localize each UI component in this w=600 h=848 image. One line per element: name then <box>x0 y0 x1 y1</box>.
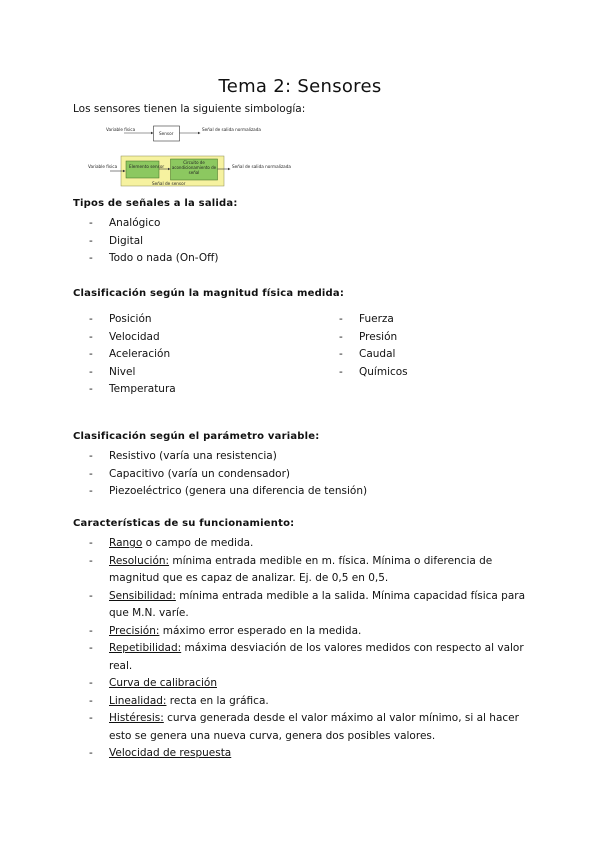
term-text: máximo error esperado en la medida. <box>159 624 362 637</box>
element2-label: Circuito de acondicionamiento de señal <box>171 160 217 175</box>
term-label: Linealidad: <box>109 694 167 707</box>
list-item <box>73 693 543 711</box>
section-tipos <box>73 198 543 268</box>
list-item: - Resistivo (varía una resistencia) <box>73 448 543 466</box>
tipos-heading: Tipos de señales a la salida: <box>73 198 238 209</box>
bottom-output-label: Señal de salida normalizada <box>232 164 291 169</box>
list-item: - Químicos <box>323 364 523 382</box>
term-label: Sensibilidad: <box>109 589 176 602</box>
list-item: - Caudal <box>323 346 523 364</box>
bottom-output-arrowhead <box>228 168 231 170</box>
list-item: - Capacitivo (varía un condensador) <box>73 466 543 484</box>
list-item <box>73 710 543 745</box>
term-text: curva generada desde el valor máximo al valor mínimo, si al hacer esto se genera una nueva curva, genera dos posibles valores. <box>109 712 519 742</box>
list-item <box>73 640 543 675</box>
list-item <box>73 623 543 641</box>
term-label: Velocidad de respuesta <box>109 747 232 759</box>
section-magnitud <box>73 288 543 395</box>
list-item: - Digital <box>73 233 543 251</box>
list-item: - Aceleración <box>73 346 323 364</box>
list-item <box>73 553 543 588</box>
section-caracteristicas <box>73 518 543 763</box>
sensor-diagram-svg <box>86 121 291 191</box>
term-label: Precisión: <box>109 624 160 637</box>
term-text: mínima entrada medible en m. física. Mínima o diferencia de magnitud que es capaz de analizar. Ej. de 0,5 en 0,5. <box>109 554 493 584</box>
top-input-label: Variable física <box>106 127 136 132</box>
list-item: - Fuerza <box>323 311 523 329</box>
term-text: máxima desviación de los valores medidos con respecto al valor real. <box>109 642 524 672</box>
group-label: Señal de sensor <box>152 181 186 186</box>
term-label: Rango <box>109 537 143 549</box>
list-item <box>73 588 543 623</box>
term-label: Histéresis: <box>109 712 164 724</box>
list-item: - Velocidad <box>73 329 323 347</box>
top-block-label: Sensor <box>159 131 174 136</box>
parametro-heading: Clasificación según el parámetro variable: <box>73 431 320 442</box>
element2-wrap <box>171 160 217 180</box>
tipos-list <box>73 215 543 268</box>
list-item: - Todo o nada (On-Off) <box>73 250 543 268</box>
parametro-list <box>73 448 543 501</box>
magnitud-right-list <box>323 311 523 381</box>
bottom-input-label: Variable física <box>88 164 118 169</box>
list-item <box>73 675 543 693</box>
intro-text: Los sensores tienen la siguiente simbología: <box>73 103 306 115</box>
caracteristicas-heading: Características de su funcionamiento: <box>73 518 295 529</box>
list-item <box>73 535 543 553</box>
list-item: - Posición <box>73 311 323 329</box>
list-item: - Analógico <box>73 215 543 233</box>
term-text: o campo de medida. <box>142 537 254 549</box>
list-item: - Nivel <box>73 364 323 382</box>
list-item: - Piezoeléctrico (genera una diferencia de tensión) <box>73 483 543 501</box>
element1-label: Elemento sensor <box>129 164 165 169</box>
magnitud-left-list <box>73 311 323 399</box>
top-output-label: Señal de salida normalizada <box>202 127 261 132</box>
list-item <box>73 745 543 763</box>
top-input-arrowhead <box>151 132 154 134</box>
term-label: Resolución: <box>109 554 170 567</box>
caracteristicas-list <box>73 535 543 763</box>
top-output-arrowhead <box>198 132 201 134</box>
sensor-diagram <box>86 121 291 191</box>
term-label: Repetibilidad: <box>109 642 182 654</box>
list-item: - Presión <box>323 329 523 347</box>
term-text: recta en la gráfica. <box>166 694 269 707</box>
magnitud-heading: Clasificación según la magnitud física medida: <box>73 288 345 299</box>
section-parametro <box>73 431 543 501</box>
page-title: Tema 2: Sensores <box>218 76 382 97</box>
list-item: - Temperatura <box>73 381 323 399</box>
term-label: Curva de calibración <box>109 677 217 689</box>
term-text: mínima entrada medible a la salida. Mínima capacidad física para que M.N. varíe. <box>109 589 526 619</box>
